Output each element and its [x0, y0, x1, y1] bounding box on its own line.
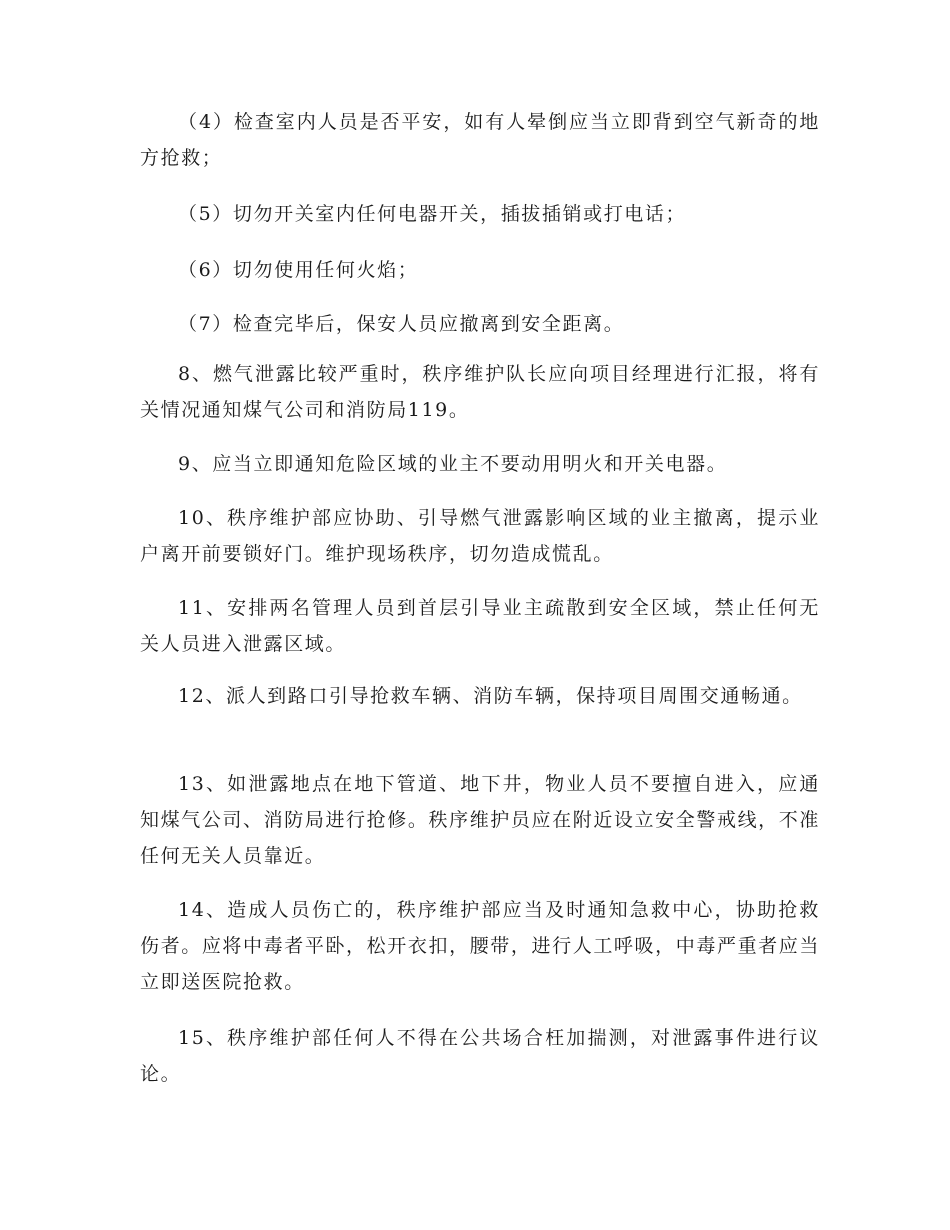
paragraph-item-7: （7）检查完毕后，保安人员应撤离到安全距离。 — [178, 313, 625, 335]
paragraph-step-10: 10、秩序维护部应协助、引导燃气泄露影响区域的业主撤离，提示业户离开前要锁好门。维护现场秩序，切勿造成慌乱。 — [140, 507, 820, 565]
paragraph-item-6: （6）切勿使用任何火焰； — [178, 259, 419, 281]
paragraph-step-12: 12、派人到路口引导抢救车辆、消防车辆，保持项目周围交通畅通。 — [178, 685, 803, 707]
paragraph-step-11: 11、安排两名管理人员到首层引导业主疏散到安全区域，禁止任何无关人员进入泄露区域。 — [140, 597, 820, 655]
paragraph-step-8: 8、燃气泄露比较严重时，秩序维护队长应向项目经理进行汇报，将有关情况通知煤气公司和消防局119。 — [140, 363, 820, 421]
paragraph-item-4: （4）检查室内人员是否平安，如有人晕倒应当立即背到空气新奇的地方抢救； — [140, 111, 820, 169]
paragraph-item-5: （5）切勿开关室内任何电器开关，插拔插销或打电话； — [178, 203, 687, 225]
paragraph-step-15: 15、秩序维护部任何人不得在公共场合枉加揣测，对泄露事件进行议论。 — [140, 1027, 820, 1085]
paragraph-step-13: 13、如泄露地点在地下管道、地下井，物业人员不要擅自进入，应通知煤气公司、消防局进行抢修。秩序维护员应在附近设立安全警戒线，不准任何无关人员靠近。 — [140, 773, 820, 867]
paragraph-step-14: 14、造成人员伤亡的，秩序维护部应当及时通知急救中心，协助抢救伤者。应将中毒者平卧，松开衣扣，腰带，进行人工呼吸，中毒严重者应当立即送医院抢救。 — [140, 899, 820, 993]
paragraph-step-9: 9、应当立即通知危险区域的业主不要动用明火和开关电器。 — [178, 453, 728, 475]
